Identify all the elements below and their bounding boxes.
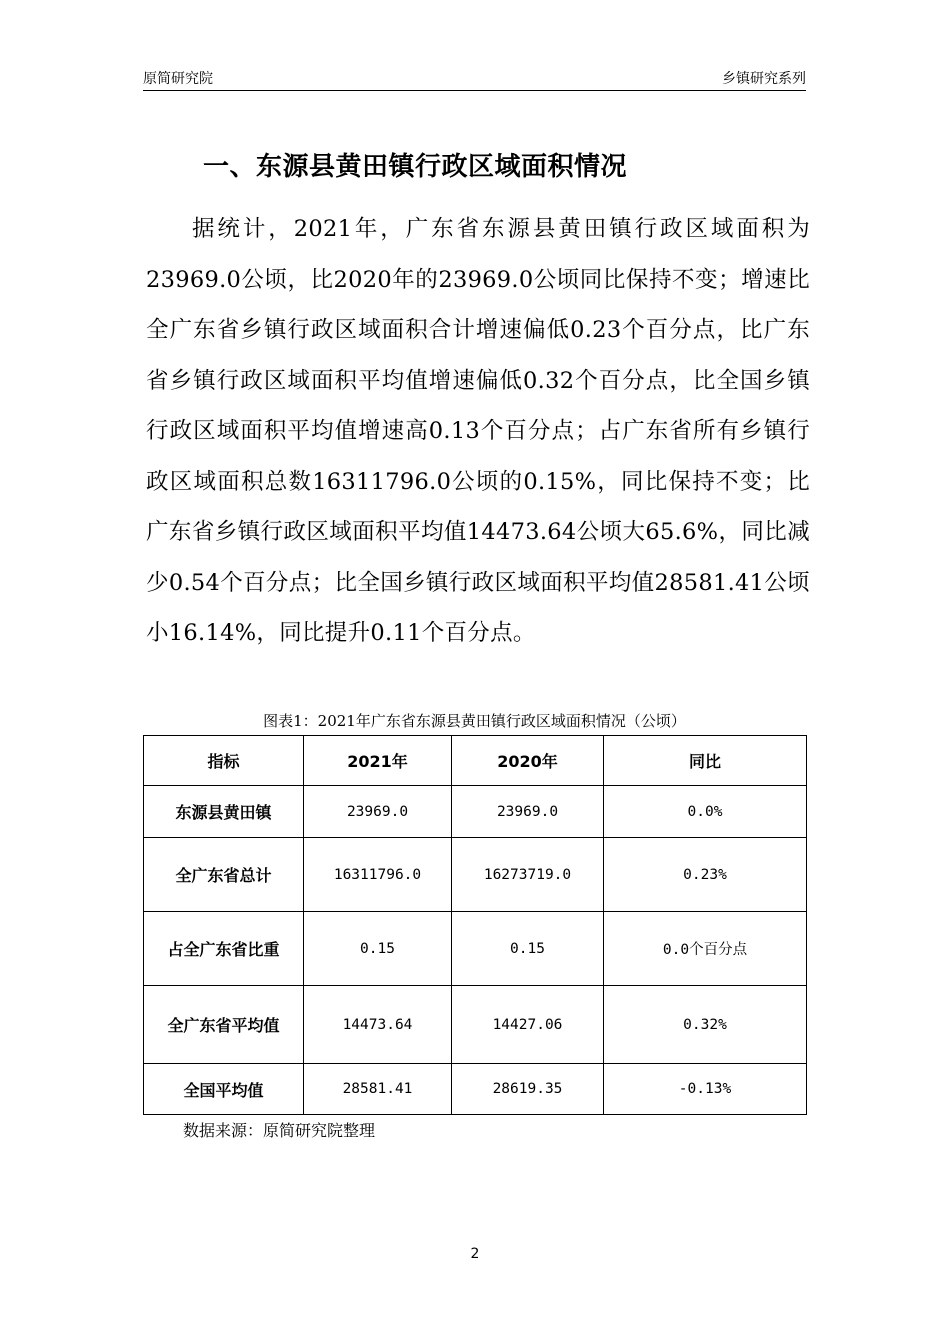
cell-2020: 16273719.0	[452, 838, 604, 912]
cell-2021: 16311796.0	[304, 838, 452, 912]
data-table	[143, 735, 807, 1115]
page-header	[143, 66, 806, 91]
cell-2021: 0.15	[304, 912, 452, 986]
cell-2021: 28581.41	[304, 1064, 452, 1115]
section-title: 一、东源县黄田镇行政区域面积情况	[203, 152, 628, 182]
cell-yoy: 0.0%	[604, 786, 807, 838]
header-series: 乡镇研究系列	[722, 71, 806, 87]
header-2020: 2020年	[452, 736, 604, 786]
row-label: 占全广东省比重	[144, 912, 304, 986]
cell-2021: 14473.64	[304, 986, 452, 1064]
cell-2020: 28619.35	[452, 1064, 604, 1115]
cell-2020: 23969.0	[452, 786, 604, 838]
table-row	[144, 1064, 807, 1115]
header-2021: 2021年	[304, 736, 452, 786]
data-source-note: 数据来源：原简研究院整理	[183, 1121, 376, 1140]
cell-2020: 14427.06	[452, 986, 604, 1064]
header-yoy: 同比	[604, 736, 807, 786]
table-row	[144, 838, 807, 912]
table-row	[144, 986, 807, 1064]
row-label: 东源县黄田镇	[144, 786, 304, 838]
cell-2020: 0.15	[452, 912, 604, 986]
cell-yoy: 0.0个百分点	[604, 912, 807, 986]
page-number: 2	[470, 1246, 480, 1262]
body-paragraph: 据统计，2021年，广东省东源县黄田镇行政区域面积为23969.0公顷，比2020年的23969.0公顷同比保持不变；增速比全广东省乡镇行政区域面积合计增速偏低0.23个百分点，比广东省乡镇行政区域面积平均值增速偏低0.32个百分点，比全国乡镇行政区域面积平均值增速高0.13个百分点；占广东省所有乡镇行政区域面积总数16311796.0公顷的0.15%，同比保持不变；比广东省乡镇行政区域面积平均值14473.64公顷大65.6%，同比减少0.54个百分点；比全国乡镇行政区域面积平均值28581.41公顷小16.14%，同比提升0.11个百分点。	[146, 216, 810, 646]
header-indicator: 指标	[144, 736, 304, 786]
cell-yoy: 0.32%	[604, 986, 807, 1064]
table-header-row	[144, 736, 807, 786]
cell-2021: 23969.0	[304, 786, 452, 838]
cell-yoy: -0.13%	[604, 1064, 807, 1115]
row-label: 全国平均值	[144, 1064, 304, 1115]
header-org: 原简研究院	[143, 71, 213, 87]
table-caption: 图表1：2021年广东省东源县黄田镇行政区域面积情况（公顷）	[263, 712, 686, 730]
table-row	[144, 912, 807, 986]
row-label: 全广东省总计	[144, 838, 304, 912]
cell-yoy: 0.23%	[604, 838, 807, 912]
row-label: 全广东省平均值	[144, 986, 304, 1064]
table-row	[144, 786, 807, 838]
